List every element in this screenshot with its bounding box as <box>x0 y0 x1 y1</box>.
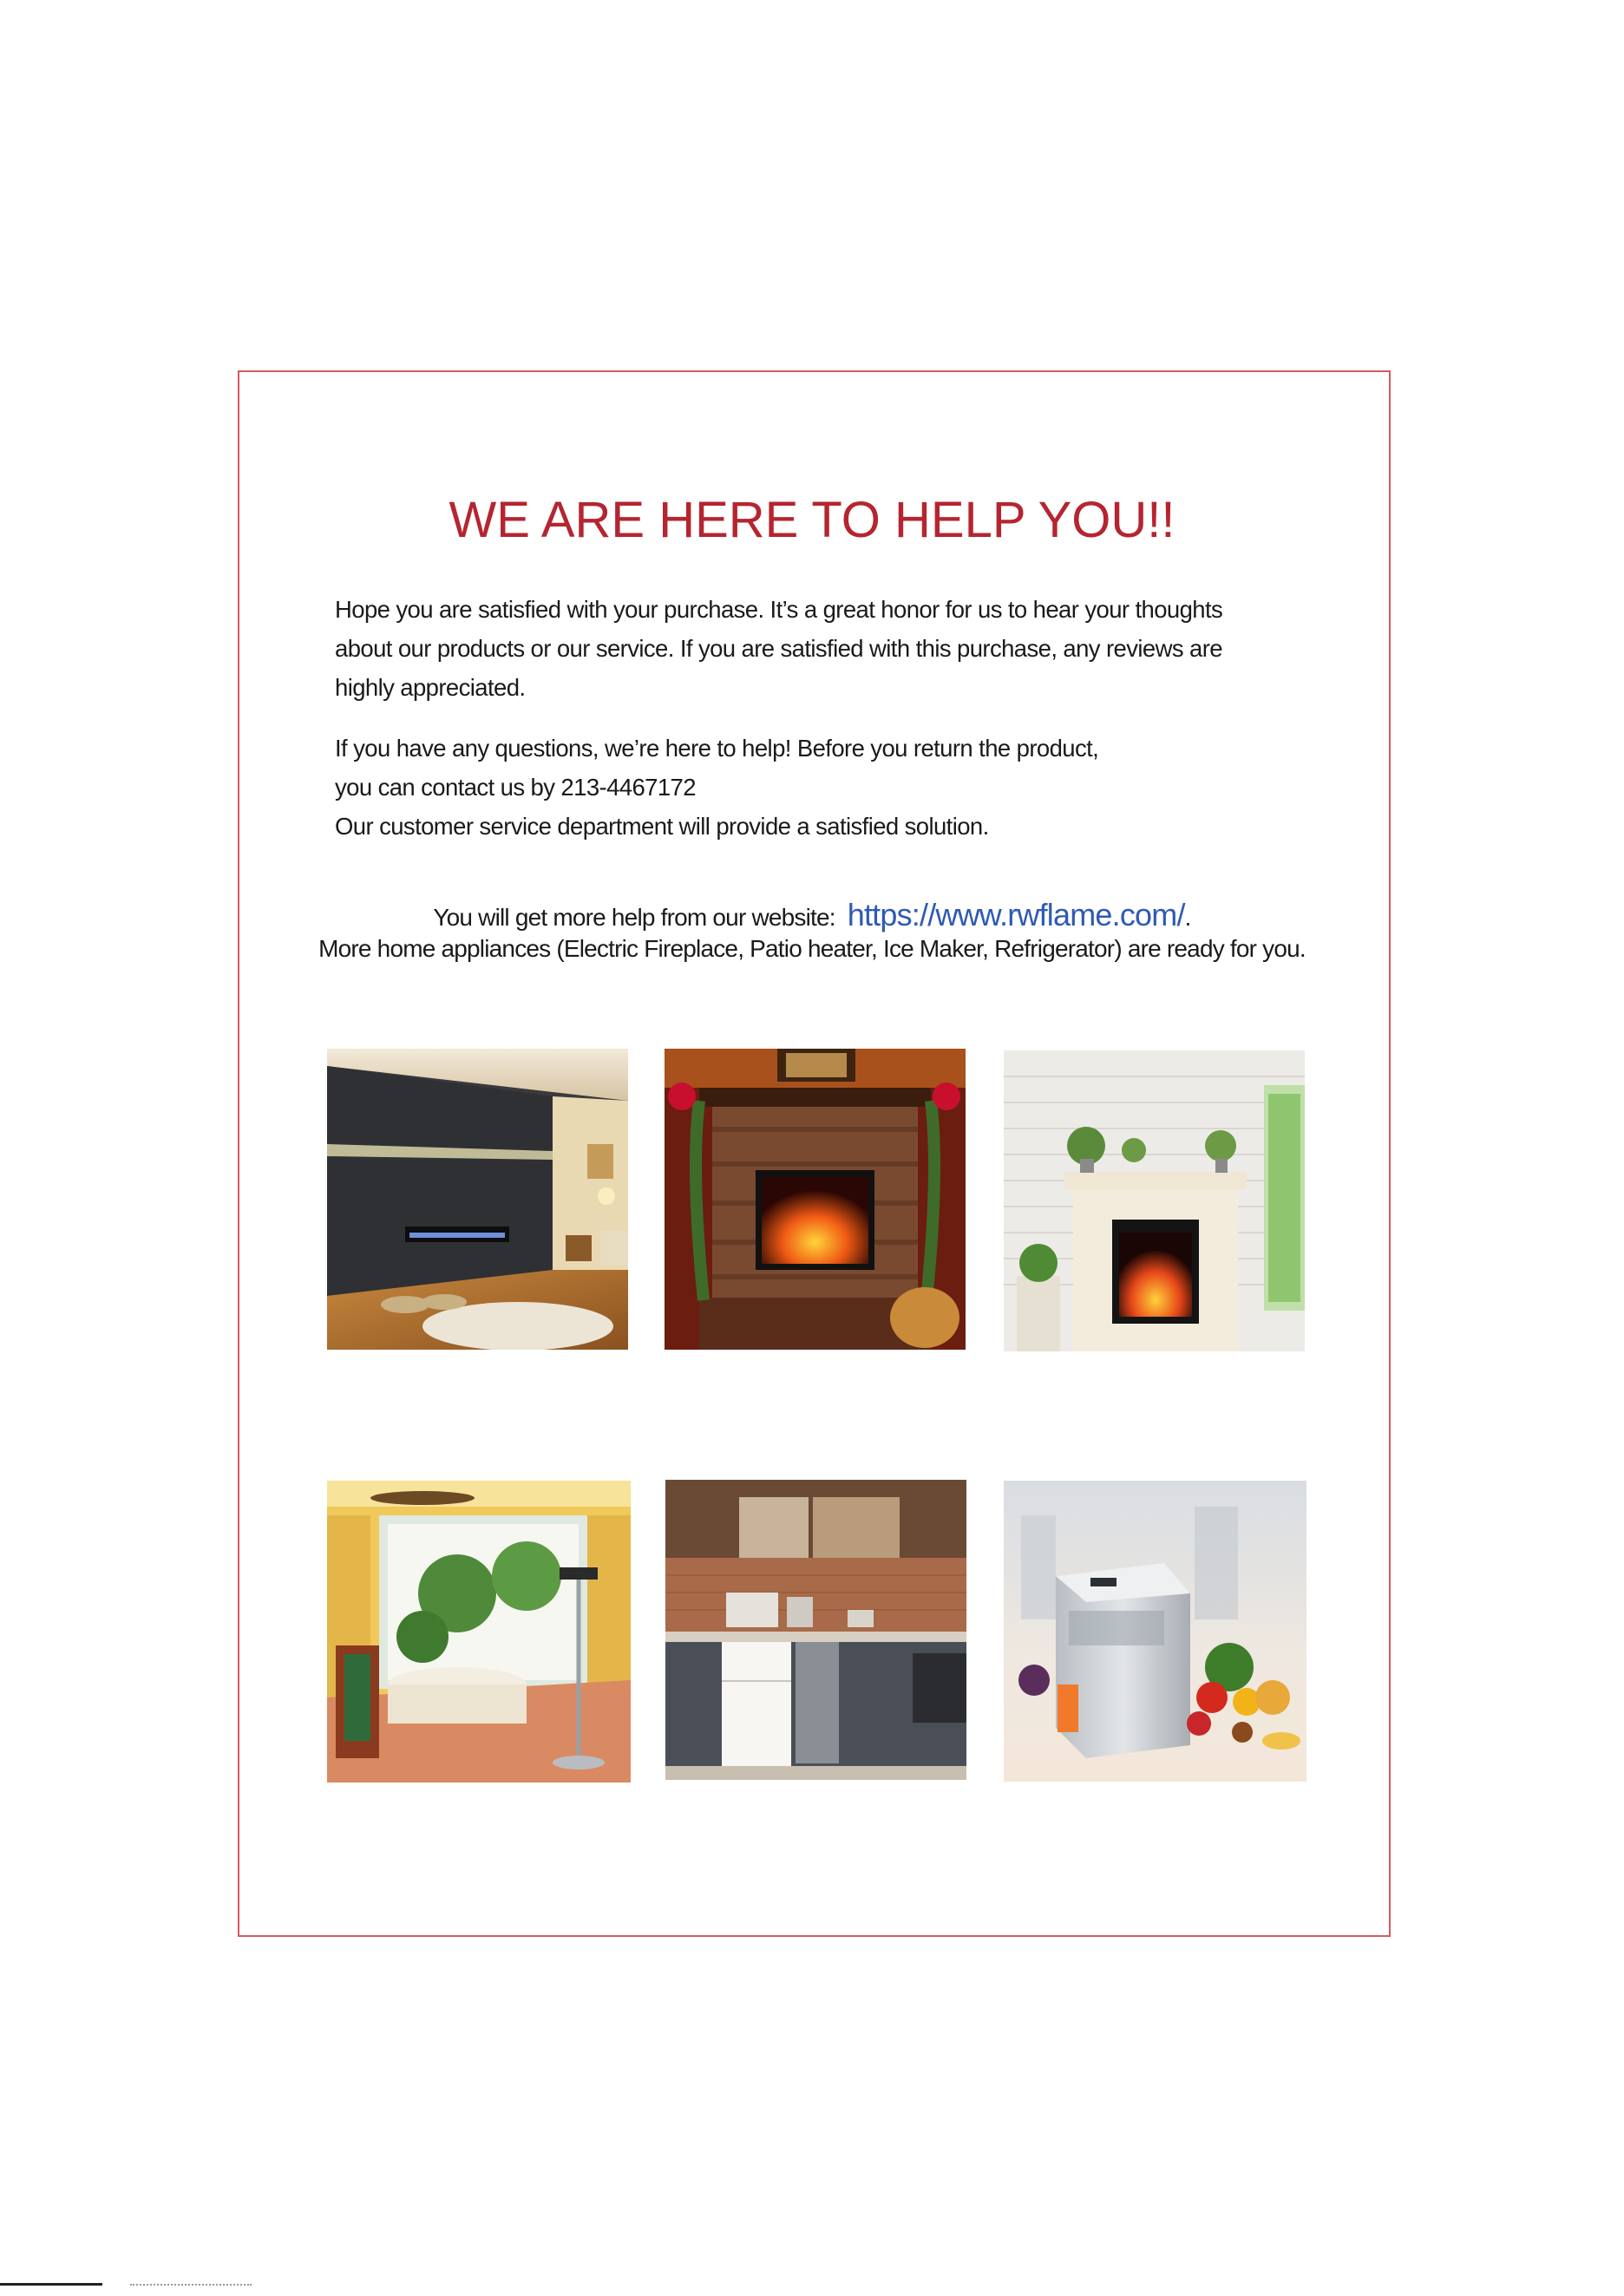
contact-line: Our customer service department will provide a satisfied solution. <box>335 813 989 840</box>
website-link[interactable]: https://www.rwflame.com/ <box>847 897 1185 932</box>
intro-line: about our products or our service. If you are satisfied with this purchase, any reviews are <box>335 635 1223 662</box>
footer-rule <box>0 2283 102 2286</box>
footer-dotted-rule <box>130 2284 252 2287</box>
website-line <box>0 897 1624 933</box>
stone-fireplace-christmas-photo <box>665 1049 966 1350</box>
more-appliances-line: More home appliances (Electric Fireplace, Patio heater, Ice Maker, Refrigerator) are ready for you. <box>318 935 1306 962</box>
website-suffix: . <box>1184 904 1191 931</box>
website-prefix: You will get more help from our website: <box>433 904 835 931</box>
intro-line: highly appreciated. <box>335 674 526 701</box>
contact-phone-line: you can contact us by 213-4467172 <box>335 774 696 801</box>
intro-line: Hope you are satisfied with your purchase. It’s a great honor for us to hear your thoughts <box>335 596 1223 623</box>
intro-paragraph <box>335 590 1324 707</box>
contact-paragraph <box>335 729 1324 846</box>
patio-heater-photo <box>327 1481 631 1783</box>
kitchen-refrigerator-photo <box>665 1480 966 1780</box>
page-title: WE ARE HERE TO HELP YOU!! <box>449 492 1175 548</box>
ice-maker-photo <box>1004 1481 1306 1782</box>
living-room-wall-fireplace-photo <box>327 1049 628 1350</box>
contact-line: If you have any questions, we’re here to help! Before you return the product, <box>335 735 1099 762</box>
white-mantel-fireplace-photo <box>1004 1050 1305 1351</box>
